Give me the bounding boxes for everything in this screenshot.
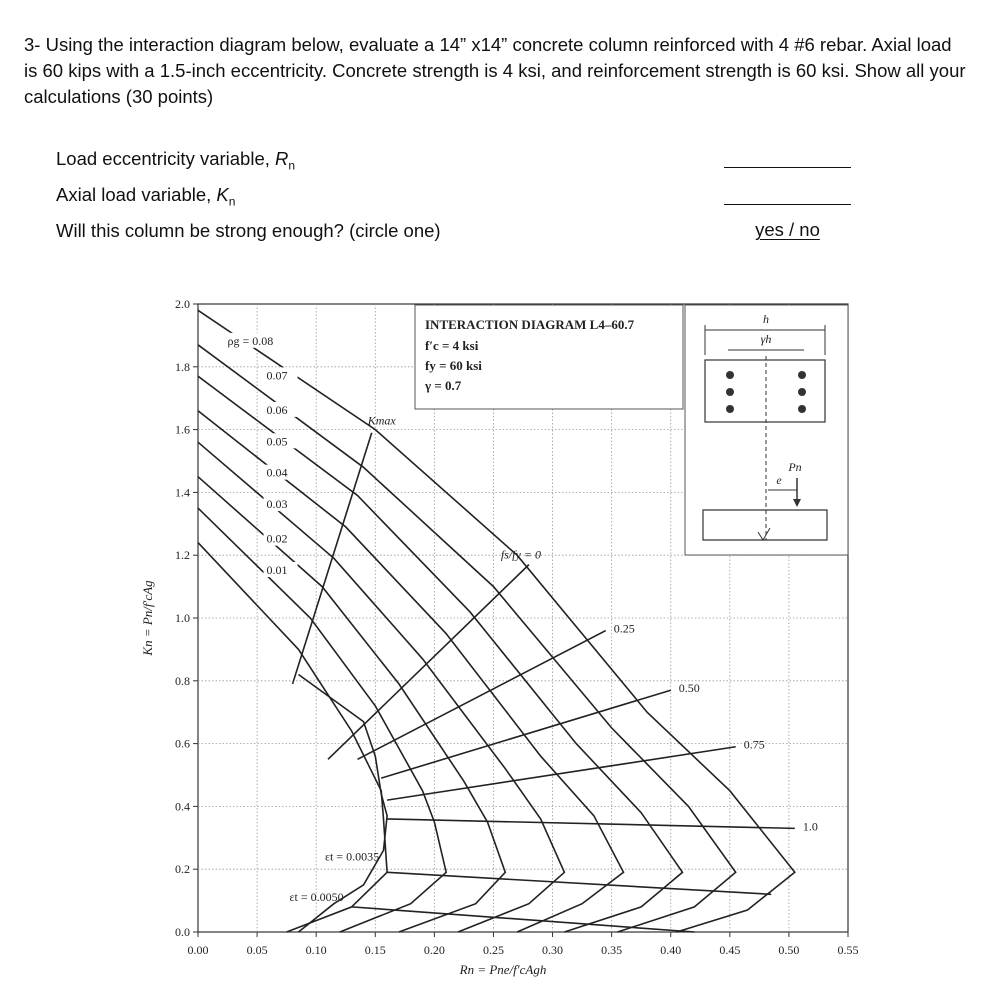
x-tick-label: 0.30 [542, 943, 564, 957]
inset-rebar [726, 405, 734, 413]
x-tick-label: 0.35 [601, 943, 623, 957]
strain-label-0: εt = 0.0035 [324, 849, 380, 864]
chart-param-0: f′c = 4 ksi [425, 338, 479, 353]
inset-rebar [798, 388, 806, 396]
rho-label-4: 0.04 [266, 465, 288, 480]
yes-no-answer[interactable]: yes / no [755, 219, 820, 240]
chart-param-2: γ = 0.7 [425, 378, 462, 393]
fs-line-4 [387, 819, 795, 828]
rho-label-6: 0.02 [266, 531, 288, 546]
fs-line-2 [381, 690, 671, 778]
chart-title: INTERACTION DIAGRAM L4–60.7 [425, 317, 635, 332]
rho-label-1: 0.07 [266, 368, 288, 383]
row-label: Will this column be strong enough? (circle one) [56, 220, 441, 241]
y-axis-label: Kn = Pn/f′cAg [140, 580, 155, 656]
strain-line-0 [387, 872, 771, 894]
x-tick-label: 0.25 [482, 943, 504, 957]
y-tick-label: 0.8 [175, 673, 190, 688]
y-tick-label: 0.0 [175, 925, 190, 939]
x-tick-label: 0.15 [364, 943, 386, 957]
fs-label-1: 0.25 [613, 621, 635, 636]
fs-label-2: 0.50 [678, 681, 700, 696]
fs-label-4: 1.0 [802, 819, 818, 834]
row-var: R [275, 148, 289, 169]
rho-label-2: 0.06 [266, 402, 288, 417]
inset-e-label: e [776, 473, 782, 487]
y-tick-label: 0.6 [175, 736, 190, 751]
inset-gamma-label: γh [760, 332, 772, 346]
fs-label-0: fs/fy = 0 [500, 547, 541, 562]
y-tick-label: 1.4 [175, 485, 190, 500]
inset-rebar [798, 405, 806, 413]
x-tick-label: 0.55 [837, 943, 859, 957]
x-tick-label: 0.45 [719, 943, 741, 957]
x-tick-label: 0.00 [187, 943, 209, 957]
strain-label-1: εt = 0.0050 [289, 889, 344, 904]
rho-label-3: 0.05 [266, 434, 288, 449]
row-label: Load eccentricity variable, [56, 148, 276, 169]
inset-h-label: h [763, 312, 769, 326]
rho-curve-1 [198, 345, 736, 932]
rho-curve-5 [198, 477, 505, 932]
x-tick-label: 0.40 [660, 943, 682, 957]
x-tick-label: 0.05 [246, 943, 268, 957]
strain-line-1 [352, 907, 695, 932]
chart-param-1: fy = 60 ksi [425, 358, 482, 373]
kmax-label: Kmax [367, 413, 396, 428]
x-tick-label: 0.20 [423, 943, 445, 957]
x-tick-label: 0.10 [305, 943, 327, 957]
y-tick-label: 1.8 [175, 359, 190, 374]
y-tick-label: 0.4 [175, 799, 190, 814]
fs-line-0 [328, 565, 529, 760]
rho-curve-6 [198, 508, 446, 932]
y-tick-label: 2.0 [175, 297, 190, 311]
inset-rebar [726, 388, 734, 396]
row-var: K [216, 184, 229, 205]
rho-label-5: 0.03 [266, 497, 288, 512]
y-tick-label: 1.0 [175, 611, 190, 625]
rho-curve-3 [198, 411, 624, 932]
x-axis-label: Rn = Pne/f′cAgh [459, 962, 547, 977]
inset-pn-label: Pn [788, 460, 802, 474]
y-tick-label: 1.2 [175, 548, 190, 563]
question-text: 3- Using the interaction diagram below, evaluate a 14” x14” concrete column reinforced with 4 #6 rebar. Axial load is 60 kips with a 1.5-inch eccentricity. Concrete strength is 4 ksi, and reinforcement strength is 60 ksi. Show all your calculations (30 points) [24, 34, 966, 107]
row-label: Axial load variable, [56, 184, 217, 205]
y-tick-label: 0.2 [175, 862, 190, 877]
fs-line-3 [387, 747, 736, 800]
rho-label-0: ρg = 0.08 [227, 333, 274, 348]
row-sub: n [228, 194, 236, 209]
row-sub: n [288, 158, 296, 173]
fs-label-3: 0.75 [743, 737, 765, 752]
y-tick-label: 1.6 [175, 422, 190, 437]
inset-rebar [726, 371, 734, 379]
rho-curve-4 [198, 442, 564, 932]
x-tick-label: 0.50 [778, 943, 800, 957]
inset-rebar [798, 371, 806, 379]
rho-label-7: 0.01 [266, 563, 288, 578]
